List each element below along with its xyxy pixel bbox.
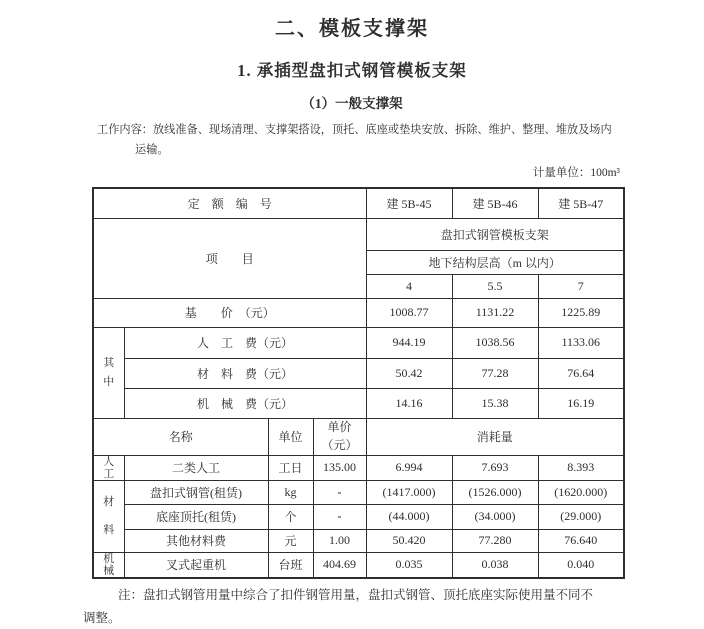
machine-qty-3: 0.040 (538, 552, 624, 578)
labor-qty-3: 8.393 (538, 455, 624, 480)
material-cost-1: 50.42 (366, 358, 452, 388)
quota-code-3: 建 5B-47 (538, 188, 624, 218)
material-detail-row-2 (93, 504, 624, 529)
material-detail-row-3 (93, 529, 624, 552)
labor-qty-2: 7.693 (452, 455, 538, 480)
project-label: 项 目 (93, 218, 366, 298)
material2-qty-3: (29.000) (538, 504, 624, 529)
labor-item-name: 二类人工 (124, 455, 268, 480)
unit-header: 单位 (268, 418, 313, 455)
material-cost-2: 77.28 (452, 358, 538, 388)
material-category-label: 材料 (93, 480, 124, 552)
quota-number-row (93, 188, 624, 218)
page-subtitle: 1. 承插型盘扣式钢管模板支架 (237, 61, 467, 80)
material3-qty-2: 77.280 (452, 529, 538, 552)
among-label: 其中 (93, 327, 124, 418)
material2-qty-1: (44.000) (366, 504, 452, 529)
material1-qty-1: (1417.000) (366, 480, 452, 504)
unit-price-header (313, 418, 366, 455)
section-heading: （1）一般支撑架 (301, 96, 403, 111)
labor-cost-label: 人 工 费（元） (124, 327, 366, 358)
labor-item-unit: 工日 (268, 455, 313, 480)
material1-qty-2: (1526.000) (452, 480, 538, 504)
base-price-2: 1131.22 (452, 298, 538, 327)
work-content-text: 工作内容：放线准备、现场清理、支撑架搭设，顶托、底座或垫块安放、拆除、维护、整理、堆放及场内运输。 (97, 124, 612, 156)
machine-item-price: 404.69 (313, 552, 366, 578)
machine-detail-row (93, 552, 624, 578)
labor-qty-1: 6.994 (366, 455, 452, 480)
machine-cost-2: 15.38 (452, 388, 538, 418)
base-price-label: 基 价 （元） (93, 298, 366, 327)
labor-cost-2: 1038.56 (452, 327, 538, 358)
material1-unit: kg (268, 480, 313, 504)
material2-qty-2: (34.000) (452, 504, 538, 529)
base-price-1: 1008.77 (366, 298, 452, 327)
material-cost-3: 76.64 (538, 358, 624, 388)
labor-cost-3: 1133.06 (538, 327, 624, 358)
labor-cost-1: 944.19 (366, 327, 452, 358)
labor-detail-row (93, 455, 624, 480)
quota-number-label: 定 额 编 号 (93, 188, 366, 218)
labor-cost-row (93, 327, 624, 358)
labor-item-price: 135.00 (313, 455, 366, 480)
detail-header-row (93, 418, 624, 455)
unit-price-header-line2: （元） (321, 437, 358, 452)
material1-price: - (313, 480, 366, 504)
project-type-row (93, 218, 624, 250)
machine-qty-2: 0.038 (452, 552, 538, 578)
machine-item-name: 叉式起重机 (124, 552, 268, 578)
unit-price-header-line1: 单价 (327, 420, 352, 435)
material2-name: 底座顶托(租赁) (124, 504, 268, 529)
quota-code-2: 建 5B-46 (452, 188, 538, 218)
labor-category-label: 人工 (93, 455, 124, 480)
material3-unit: 元 (268, 529, 313, 552)
height-value-1: 4 (366, 274, 452, 298)
material3-qty-1: 50.420 (366, 529, 452, 552)
material-cost-row (93, 358, 624, 388)
page-title: 二、模板支撑架 (275, 18, 429, 40)
height-value-2: 5.5 (452, 274, 538, 298)
material1-qty-3: (1620.000) (538, 480, 624, 504)
note-text: 注：盘扣式钢管用量中综合了扣件钢管用量，盘扣式钢管、顶托底座实际使用量不同不调整。 (83, 588, 594, 625)
material3-qty-3: 76.640 (538, 529, 624, 552)
material3-price: 1.00 (313, 529, 366, 552)
consumption-header: 消耗量 (366, 418, 624, 455)
machine-cost-1: 14.16 (366, 388, 452, 418)
base-price-3: 1225.89 (538, 298, 624, 327)
machine-qty-1: 0.035 (366, 552, 452, 578)
machine-cost-3: 16.19 (538, 388, 624, 418)
material3-name: 其他材料费 (124, 529, 268, 552)
project-type: 盘扣式钢管模板支架 (366, 218, 624, 250)
machine-cost-label: 机 械 费（元） (124, 388, 366, 418)
material-cost-label: 材 料 费（元） (124, 358, 366, 388)
machine-cost-row (93, 388, 624, 418)
height-value-3: 7 (538, 274, 624, 298)
machine-item-unit: 台班 (268, 552, 313, 578)
base-price-row (93, 298, 624, 327)
project-condition: 地下结构层高（m 以内） (366, 250, 624, 274)
machine-category-label: 机械 (93, 552, 124, 578)
material-detail-row-1 (93, 480, 624, 504)
material2-price: - (313, 504, 366, 529)
quota-table (92, 187, 625, 579)
name-header: 名称 (93, 418, 268, 455)
measurement-unit-label: 计量单位：100m³ (532, 167, 620, 180)
material2-unit: 个 (268, 504, 313, 529)
quota-code-1: 建 5B-45 (366, 188, 452, 218)
material1-name: 盘扣式钢管(租赁) (124, 480, 268, 504)
